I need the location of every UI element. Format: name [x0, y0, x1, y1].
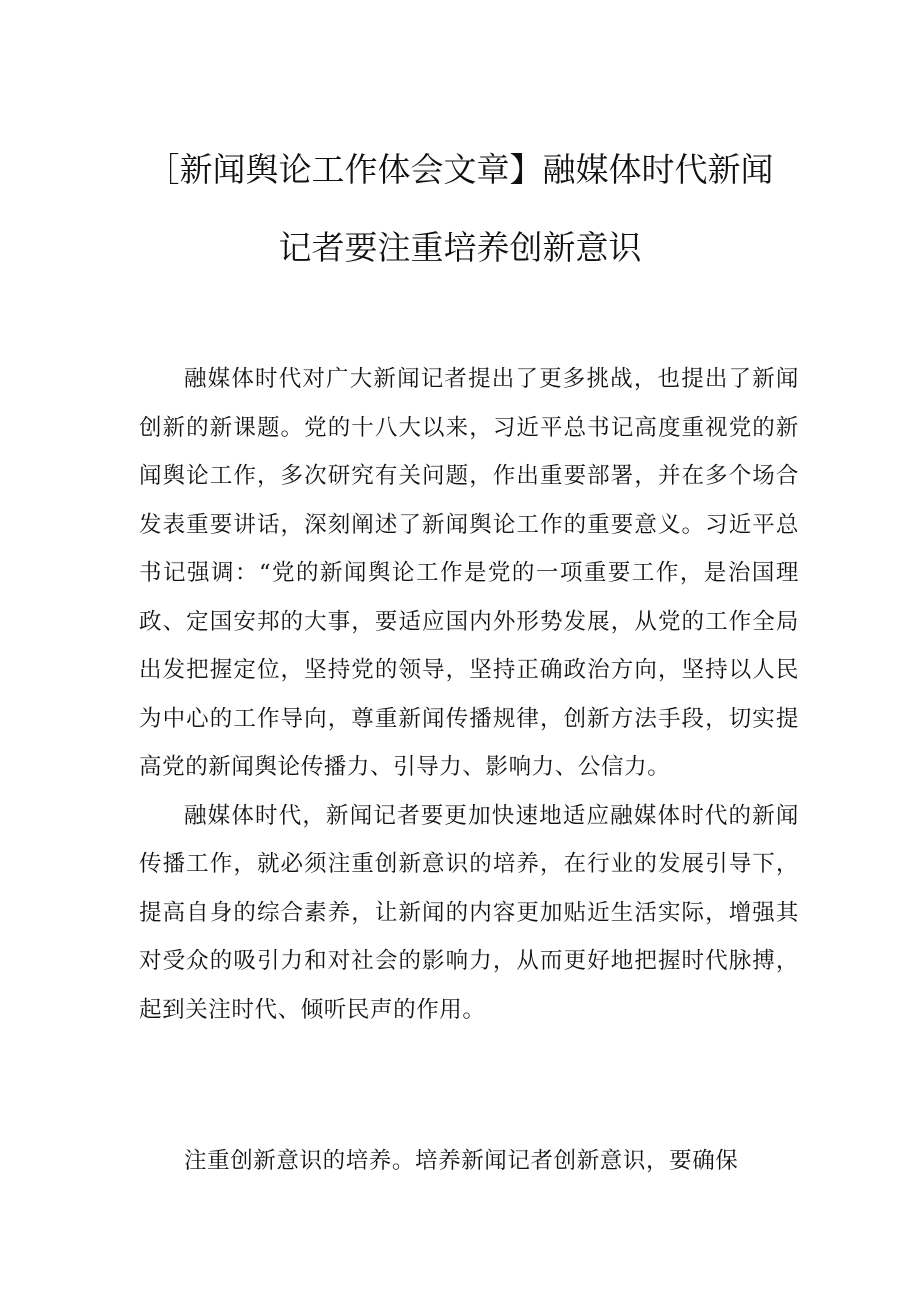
document-body-continued: [139, 1137, 799, 1186]
paragraph-2: 融媒体时代，新闻记者要更加快速地适应融媒体时代的新闻传播工作，就必须注重创新意识的培养，在行业的发展引导下，提高自身的综合素养，让新闻的内容更加贴近生活实际，增强其对受众的吸引力和对社会的影响力，从而更好地把握时代脉搏，起到关注时代、倾听民声的作用。: [139, 802, 799, 1023]
paragraph-1: 融媒体时代对广大新闻记者提出了更多挑战，也提出了新闻创新的新课题。党的十八大以来，习近平总书记高度重视党的新闻舆论工作，多次研究有关问题，作出重要部署，并在多个场合发表重要讲话，深刻阐述了新闻舆论工作的重要意义。习近平总书记强调：“党的新闻舆论工作是党的一项重要工作，是治国理政、定国安邦的大事，要适应国内外形势发展，从党的工作全局出发把握定位，坚持党的领导，坚持正确政治方向，坚持以人民为中心的工作导向，尊重新闻传播规律，创新方法手段，切实提高党的新闻舆论传播力、引导力、影响力、公信力。: [139, 366, 799, 780]
paragraph-3: 注重创新意识的培养。培养新闻记者创新意识，要确保: [184, 1148, 739, 1174]
document-title-line-2: 记者要注重培养创新意识: [278, 228, 642, 267]
document-body: [139, 355, 799, 1034]
document-title-line-1: ［新闻舆论工作体会文章】融媒体时代新闻: [146, 150, 774, 189]
